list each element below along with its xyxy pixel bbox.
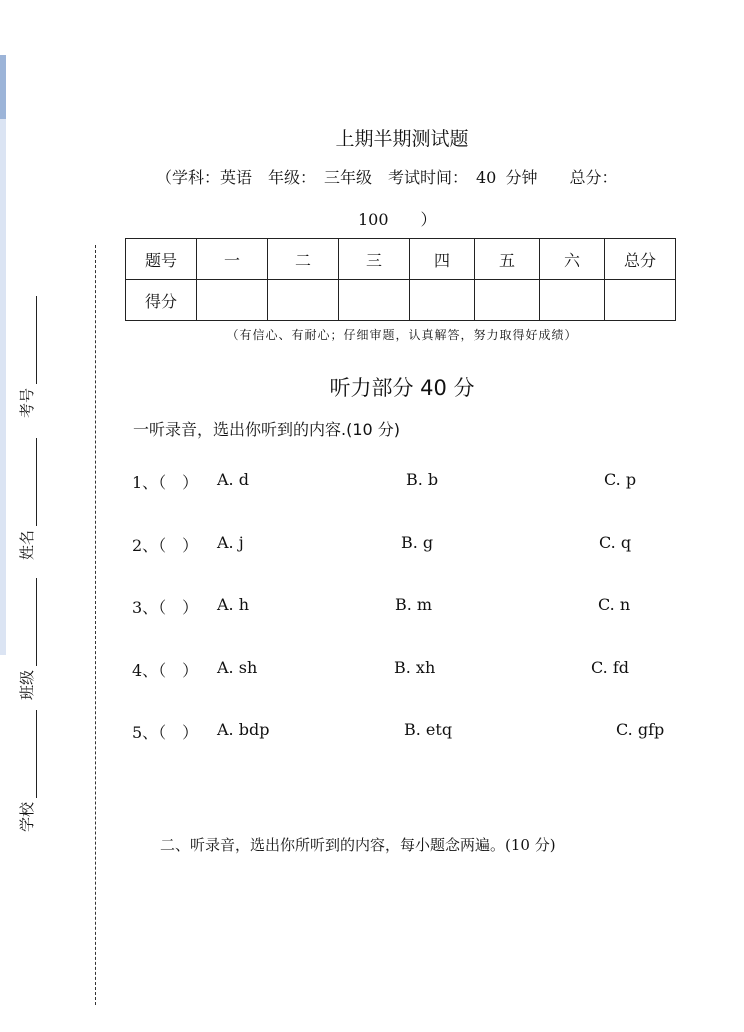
question-item (0, 533, 744, 557)
option-c: C. p (604, 470, 637, 489)
score-cell[interactable] (339, 280, 410, 321)
question-item (0, 595, 744, 619)
score-table-score-label: 得分 (126, 280, 197, 321)
score-cell[interactable] (605, 280, 676, 321)
option-b: B. xh (394, 658, 436, 677)
side-field-label: 学校 (18, 801, 36, 832)
option-c: C. n (598, 595, 631, 614)
score-table (125, 238, 676, 321)
option-a: A. h (217, 595, 250, 614)
option-c: C. gfp (616, 720, 665, 739)
question-item (0, 470, 744, 494)
page-edge-marker (0, 55, 6, 119)
question-item (0, 658, 744, 682)
score-table-header-label: 题号 (126, 239, 197, 280)
score-table-column: 三 (339, 239, 410, 280)
question-number[interactable]: 2、（ ） (132, 536, 199, 555)
section-title: 听力部分 40 分 (329, 376, 475, 400)
option-a: A. sh (217, 658, 258, 677)
option-a: A. d (217, 470, 249, 489)
side-field-school (16, 792, 37, 832)
exam-title: 上期半期测试题 (335, 128, 469, 150)
exam-subtitle-continued: 100 ） (358, 210, 437, 229)
score-table-column: 一 (197, 239, 268, 280)
side-field-label: 班级 (18, 669, 36, 700)
score-cell[interactable] (410, 280, 475, 321)
question-number[interactable]: 5、（ ） (132, 723, 199, 742)
option-b: B. b (406, 470, 439, 489)
exam-subtitle: （学科：英语 年级： 三年级 考试时间： 40 分钟 总分： (156, 168, 618, 187)
score-cell[interactable] (540, 280, 605, 321)
question1-heading: 一听录音，选出你听到的内容.(10 分) (133, 420, 401, 439)
binding-dashed-line (95, 245, 96, 1005)
question-item (0, 720, 744, 744)
score-table-score-row (126, 280, 676, 321)
score-table-column: 五 (475, 239, 540, 280)
question-number[interactable]: 1、（ ） (132, 473, 199, 492)
score-table-column: 六 (540, 239, 605, 280)
score-table-column: 二 (268, 239, 339, 280)
score-cell[interactable] (268, 280, 339, 321)
motto-text: （有信心、有耐心；仔细审题，认真解答，努力取得好成绩） (226, 328, 578, 342)
score-cell[interactable] (475, 280, 540, 321)
score-cell[interactable] (197, 280, 268, 321)
fill-line[interactable] (22, 578, 37, 666)
option-b: B. m (395, 595, 433, 614)
option-a: A. j (217, 533, 244, 552)
question-number[interactable]: 3、（ ） (132, 598, 199, 617)
score-table-column: 总分 (605, 239, 676, 280)
question2-heading: 二、听录音，选出你所听到的内容，每小题念两遍。(10 分) (160, 836, 556, 854)
option-c: C. q (599, 533, 632, 552)
option-b: B. g (401, 533, 434, 552)
side-field-label: 姓名 (18, 529, 36, 560)
option-b: B. etq (404, 720, 453, 739)
question-number[interactable]: 4、（ ） (132, 661, 199, 680)
side-field-label: 考号 (18, 387, 36, 418)
score-table-header-row (126, 239, 676, 280)
option-c: C. fd (591, 658, 630, 677)
option-a: A. bdp (217, 720, 270, 739)
score-table-column: 四 (410, 239, 475, 280)
